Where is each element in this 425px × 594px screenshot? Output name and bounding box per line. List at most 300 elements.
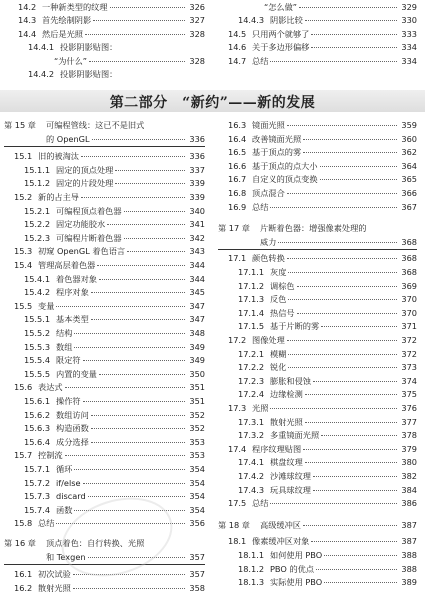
toc-number: 15.2.1 <box>24 205 51 216</box>
toc-number: 14.6 <box>228 42 247 53</box>
toc-entry <box>238 471 417 482</box>
toc-number: 17.3.2 <box>238 430 265 441</box>
dot-leader <box>99 374 185 375</box>
toc-entry <box>238 457 417 468</box>
toc-title: 沙滩球纹理 <box>270 471 311 481</box>
toc-number: 17.2.1 <box>238 348 265 359</box>
toc-page-number: 384 <box>401 484 417 495</box>
toc-entry <box>24 369 205 380</box>
chapter-underline <box>4 146 205 147</box>
toc-page-number: 379 <box>401 443 417 454</box>
toc-entry <box>228 253 417 264</box>
toc-title: 总结 <box>252 55 269 66</box>
toc-entry <box>14 382 205 393</box>
toc-page-number: 357 <box>189 569 205 580</box>
toc-page-number: 336 <box>189 151 205 162</box>
toc-title: 模糊 <box>270 348 287 359</box>
toc-number: 17.4.3 <box>238 484 265 495</box>
toc-chapter-entry <box>4 120 205 131</box>
toc-number: 16.6 <box>228 160 247 171</box>
toc-number: 14.4 <box>18 28 37 39</box>
toc-entry <box>238 362 417 373</box>
toc-entry <box>24 437 205 448</box>
toc-page-number: 354 <box>189 491 205 502</box>
dot-leader <box>124 211 185 212</box>
toc-title: 调棕色 <box>270 280 295 291</box>
dot-leader <box>65 387 185 388</box>
toc-title: 棋盘纹理 <box>270 457 303 468</box>
toc-title: 总结 <box>252 201 269 212</box>
toc-number: 第 16 章 <box>4 538 36 548</box>
toc-title: 阴影比较 <box>270 15 303 26</box>
toc-title: 内置的变量 <box>56 368 97 379</box>
toc-number: 16.5 <box>228 147 247 158</box>
toc-number: 17.2 <box>228 335 247 345</box>
dot-leader <box>305 422 397 423</box>
toc-entry <box>228 536 417 547</box>
dot-leader <box>92 139 185 140</box>
toc-entry <box>14 450 205 461</box>
dot-leader <box>313 490 397 491</box>
toc-entry <box>24 410 205 421</box>
toc-entry <box>18 2 205 13</box>
toc-page-number: 367 <box>401 201 417 212</box>
toc-entry <box>24 206 205 217</box>
toc-entry <box>238 577 417 588</box>
toc-number: 15.5.1 <box>24 314 51 325</box>
toc-entry <box>238 281 417 292</box>
dot-leader <box>115 183 185 184</box>
toc-page-number: 388 <box>401 550 417 560</box>
toc-entry <box>238 430 417 441</box>
toc-entry <box>14 246 205 257</box>
dot-leader <box>65 455 185 456</box>
toc-title: 表达式 <box>38 382 63 393</box>
toc-entry <box>238 267 417 278</box>
toc-entry <box>24 274 205 285</box>
toc-title: 初窥 OpenGL 着色语言 <box>38 246 126 257</box>
toc-entry <box>24 396 205 407</box>
dot-leader <box>110 7 185 8</box>
dot-leader <box>74 333 185 334</box>
toc-number: 16.2 <box>14 582 33 593</box>
dot-leader <box>297 313 397 314</box>
toc-title: 基于顶点的雾 <box>252 147 302 158</box>
toc-number: 17.5 <box>228 498 247 509</box>
toc-entry <box>24 314 205 325</box>
dot-leader <box>99 279 185 280</box>
dot-leader <box>313 381 397 382</box>
toc-page-number: 370 <box>401 307 417 318</box>
toc-title: “怎么做” <box>264 2 298 12</box>
toc-title: 函数 <box>56 504 73 515</box>
toc-number: 14.5 <box>228 28 247 39</box>
toc-page-number: 353 <box>189 450 205 461</box>
toc-page-number: 334 <box>401 42 417 53</box>
toc-number: 17.1.5 <box>238 321 265 332</box>
toc-page-number: 333 <box>401 28 417 39</box>
toc-title: 固定功能胶水 <box>56 219 106 230</box>
toc-page-number: 377 <box>401 416 417 427</box>
toc-entry <box>18 15 205 26</box>
toc-number: 15.2.3 <box>24 232 51 243</box>
toc-entry <box>238 15 417 26</box>
toc-page-number: 345 <box>189 287 205 298</box>
toc-title: 可编程顶点着色器 <box>56 205 122 216</box>
toc-number: 17.2.4 <box>238 389 265 400</box>
toc-title: 像素缓冲区对象 <box>252 536 310 547</box>
dot-leader <box>287 125 397 126</box>
toc-page-number: 342 <box>189 232 205 243</box>
toc-number: 15.1.1 <box>24 164 51 175</box>
toc-page-number: 370 <box>401 294 417 305</box>
toc-page-number: 351 <box>189 382 205 393</box>
toc-page-number: 378 <box>401 430 417 441</box>
toc-title: 多重镜面光照 <box>270 430 320 441</box>
dot-leader <box>56 306 185 307</box>
toc-entry <box>14 192 205 203</box>
toc-title: 首先绘制阴影 <box>42 15 92 26</box>
toc-page-number: 375 <box>401 389 417 400</box>
toc-title: 散射光照 <box>270 416 303 427</box>
toc-chapter-entry <box>218 223 417 234</box>
toc-entry <box>14 301 205 312</box>
toc-number: 14.2 <box>18 2 37 12</box>
toc-entry <box>54 56 205 67</box>
toc-page-number: 354 <box>189 477 205 488</box>
toc-number: 15.7.3 <box>24 491 51 502</box>
toc-chapter-entry <box>218 520 417 531</box>
toc-number: 15.5.4 <box>24 355 51 366</box>
toc-title: 一种新类型的纹理 <box>42 2 108 12</box>
dot-leader <box>320 166 397 167</box>
toc-number: 18.1.1 <box>238 550 265 560</box>
toc-number: 14.4.2 <box>28 69 55 79</box>
toc-number: 15.6.4 <box>24 436 51 447</box>
toc-entry <box>14 260 205 271</box>
dot-leader <box>83 360 185 361</box>
toc-number: 15.1 <box>14 151 33 162</box>
dot-leader <box>270 408 397 409</box>
toc-title: 总结 <box>38 518 55 529</box>
toc-number: 17.1.3 <box>238 294 265 305</box>
toc-entry <box>228 335 417 346</box>
toc-page-number: 340 <box>189 205 205 216</box>
dot-leader <box>321 435 397 436</box>
dot-leader <box>83 483 185 484</box>
toc-page-number: 341 <box>189 219 205 230</box>
toc-number: 17.4.1 <box>238 457 265 468</box>
toc-number: 15.7 <box>14 450 33 461</box>
toc-number: 15.6.2 <box>24 409 51 420</box>
toc-page-number: 344 <box>189 260 205 270</box>
toc-entry <box>238 564 417 575</box>
toc-page-number: 327 <box>189 15 205 26</box>
toc-page-number: 364 <box>401 160 417 171</box>
toc-page-number: 359 <box>401 120 417 130</box>
toc-entry <box>228 42 417 53</box>
toc-title: 着色器对象 <box>56 273 97 284</box>
toc-entry <box>14 583 205 594</box>
toc-page-number: 356 <box>189 518 205 529</box>
toc-title: 新的占主导 <box>38 192 79 202</box>
dot-leader <box>303 139 397 140</box>
toc-page-number: 349 <box>189 355 205 366</box>
toc-number: 18.1.3 <box>238 577 265 588</box>
toc-entry <box>24 423 205 434</box>
toc-number: 17.4 <box>228 443 247 454</box>
toc-entry <box>24 342 205 353</box>
toc-title: 片断着色器：增强像素处理的 <box>260 223 367 234</box>
dot-leader <box>288 299 397 300</box>
toc-number: 17.1.2 <box>238 280 265 291</box>
toc-number: 16.1 <box>14 569 33 580</box>
dot-leader <box>74 469 185 470</box>
dot-leader <box>91 292 185 293</box>
toc-page-number: 330 <box>401 15 417 26</box>
dot-leader <box>303 152 397 153</box>
toc-number: 16.4 <box>228 133 247 144</box>
toc-entry <box>228 498 417 509</box>
toc-page-number: 343 <box>189 246 205 257</box>
dot-leader <box>81 197 185 198</box>
toc-number: 17.1.4 <box>238 307 265 318</box>
toc-entry <box>228 161 417 172</box>
toc-number: 14.4.1 <box>28 42 55 53</box>
toc-title: 可编程片断着色器 <box>56 232 122 243</box>
toc-page-number: 334 <box>401 55 417 66</box>
chapter-underline <box>218 249 417 250</box>
toc-number: 15.3 <box>14 246 33 257</box>
toc-number: 14.7 <box>228 55 247 66</box>
dot-leader <box>124 238 185 239</box>
dot-leader <box>297 286 397 287</box>
toc-page-number: 328 <box>189 28 205 39</box>
toc-number: 17.3.1 <box>238 416 265 427</box>
toc-title: discard <box>56 491 86 502</box>
toc-page-number: 336 <box>189 133 205 144</box>
toc-page-number: 349 <box>189 341 205 352</box>
toc-page-number: 339 <box>189 178 205 189</box>
dot-leader <box>115 170 185 171</box>
toc-title: 控制流 <box>38 450 63 461</box>
toc-title: 程序纹理贴图 <box>252 443 302 454</box>
toc-page-number: 329 <box>401 2 417 12</box>
toc-page-number: 354 <box>189 464 205 474</box>
toc-title: 循环 <box>56 464 73 474</box>
dot-leader <box>287 258 397 259</box>
toc-title: 热信号 <box>270 307 295 318</box>
toc-number: 15.6.3 <box>24 423 51 434</box>
toc-title: 顶点着色：自行转换、光照 <box>46 538 145 548</box>
toc-number: 16.3 <box>228 120 247 130</box>
dot-leader <box>270 503 397 504</box>
toc-title: 管理高层着色器 <box>38 260 96 270</box>
toc-title: 和 Texgen <box>46 551 86 562</box>
toc-title: 投影阴影贴图： <box>60 42 118 53</box>
toc-number: 15.6 <box>14 382 33 393</box>
toc-entry <box>24 219 205 230</box>
toc-page-number: 368 <box>401 253 417 264</box>
dot-leader <box>288 272 397 273</box>
dot-leader <box>305 20 397 21</box>
toc-page-number: 380 <box>401 457 417 468</box>
toc-page-number: 354 <box>189 504 205 515</box>
toc-page-number: 372 <box>401 335 417 345</box>
toc-page-number: 365 <box>401 174 417 185</box>
toc-title: 总结 <box>252 498 269 509</box>
toc-title: 固定的片段处理 <box>56 178 114 189</box>
toc-title: 固定的顶点处理 <box>56 164 114 175</box>
toc-entry <box>24 165 205 176</box>
toc-page-number: 357 <box>189 551 205 562</box>
toc-title: 图像处理 <box>252 335 285 345</box>
dot-leader <box>91 428 185 429</box>
toc-page-number: 358 <box>189 582 205 593</box>
toc-number: 18.1.2 <box>238 563 265 574</box>
dot-leader <box>303 525 397 526</box>
toc-number: 18.1 <box>228 536 247 547</box>
toc-entry <box>260 237 417 248</box>
toc-number: 第 17 章 <box>218 223 250 234</box>
toc-page-number: 374 <box>401 375 417 386</box>
toc-page-number: 348 <box>189 328 205 338</box>
dot-leader <box>288 367 397 368</box>
dot-leader <box>81 156 185 157</box>
toc-number: 17.1.1 <box>238 267 265 277</box>
toc-title: 如何使用 PBO <box>270 550 323 560</box>
toc-entry <box>24 355 205 366</box>
toc-entry <box>238 376 417 387</box>
toc-entry <box>24 328 205 339</box>
toc-title: 威力 <box>260 236 277 247</box>
toc-page-number: 368 <box>401 267 417 277</box>
dot-leader <box>303 449 397 450</box>
dot-leader <box>127 251 185 252</box>
toc-title: 变量 <box>38 300 55 311</box>
toc-number: 15.1.2 <box>24 178 51 189</box>
dot-leader <box>270 61 397 62</box>
toc-entry <box>24 478 205 489</box>
toc-title: 的 OpenGL <box>46 133 90 144</box>
toc-entry <box>18 29 205 40</box>
toc-title: “为什么” <box>54 55 88 66</box>
toc-entry <box>238 349 417 360</box>
toc-number: 15.5.2 <box>24 328 51 338</box>
toc-title: 自定义的顶点变换 <box>252 174 318 185</box>
toc-page-number: 344 <box>189 273 205 284</box>
toc-page-number: 382 <box>401 471 417 481</box>
toc-number: 17.1 <box>228 253 247 264</box>
dot-leader <box>83 401 185 402</box>
toc-page-number: 386 <box>401 498 417 509</box>
dot-leader <box>73 588 185 589</box>
dot-leader <box>107 224 185 225</box>
toc-page-number: 352 <box>189 409 205 420</box>
dot-leader <box>311 34 397 35</box>
toc-title: 玩具球纹理 <box>270 484 311 495</box>
toc-entry <box>228 56 417 67</box>
dot-leader <box>287 193 397 194</box>
toc-number: 15.6.1 <box>24 396 51 406</box>
toc-title: 初次试验 <box>38 569 71 580</box>
toc-entry <box>24 464 205 475</box>
toc-page-number: 376 <box>401 403 417 413</box>
toc-entry <box>228 403 417 414</box>
toc-entry <box>238 294 417 305</box>
toc-title: PBO 的优点 <box>270 563 315 574</box>
toc-page-number: 360 <box>401 133 417 144</box>
dot-leader <box>316 569 397 570</box>
toc-page-number: 353 <box>189 436 205 447</box>
toc-number: 17.4.2 <box>238 471 265 481</box>
dot-leader <box>320 179 397 180</box>
dot-leader <box>321 326 397 327</box>
toc-page-number: 369 <box>401 280 417 291</box>
toc-number: 16.9 <box>228 201 247 212</box>
toc-page-number: 339 <box>189 192 205 202</box>
dot-leader <box>324 582 397 583</box>
toc-entry <box>228 188 417 199</box>
toc-page-number: 352 <box>189 423 205 434</box>
toc-number: 15.4 <box>14 260 33 270</box>
dot-leader <box>311 47 397 48</box>
toc-page-number: 387 <box>401 536 417 547</box>
toc-title: 膨胀和侵蚀 <box>270 375 311 386</box>
toc-entry <box>24 233 205 244</box>
toc-title: 关于多边形偏移 <box>252 42 310 53</box>
toc-page-number: 328 <box>189 55 205 66</box>
toc-title: 高级缓冲区 <box>260 519 301 530</box>
toc-title: 结构 <box>56 328 73 338</box>
toc-entry <box>264 2 417 13</box>
toc-title: 灰度 <box>270 267 287 277</box>
toc-entry <box>28 42 205 53</box>
toc-title: 投影阴影贴图： <box>60 69 118 79</box>
toc-title: 成分选择 <box>56 436 89 447</box>
toc-number: 14.3 <box>18 15 37 26</box>
dot-leader <box>288 354 397 355</box>
dot-leader <box>278 242 397 243</box>
toc-title: 限定符 <box>56 355 81 366</box>
toc-number: 15.5.5 <box>24 368 51 379</box>
toc-entry <box>238 321 417 332</box>
toc-title: 基于片断的雾 <box>270 321 320 332</box>
toc-title: 程序对象 <box>56 287 89 298</box>
toc-page-number: 371 <box>401 321 417 332</box>
toc-title: 光照 <box>252 403 269 413</box>
dot-leader <box>85 34 185 35</box>
toc-page-number: 373 <box>401 362 417 373</box>
toc-page-number: 362 <box>401 147 417 158</box>
toc-entry <box>238 550 417 561</box>
toc-number: 15.7.1 <box>24 464 51 474</box>
dot-leader <box>91 415 185 416</box>
toc-entry <box>238 389 417 400</box>
toc-number: 15.7.2 <box>24 477 51 488</box>
toc-page-number: 347 <box>189 314 205 325</box>
toc-entry <box>24 287 205 298</box>
toc-number: 14.4.3 <box>238 15 265 26</box>
dot-leader <box>324 555 397 556</box>
toc-number: 17.2.3 <box>238 375 265 386</box>
dot-leader <box>97 265 185 266</box>
toc-number: 15.8 <box>14 518 33 529</box>
toc-page-number: 368 <box>401 236 417 247</box>
toc-number: 15.4.2 <box>24 287 51 298</box>
toc-number: 15.4.1 <box>24 273 51 284</box>
toc-number: 15.5 <box>14 300 33 311</box>
